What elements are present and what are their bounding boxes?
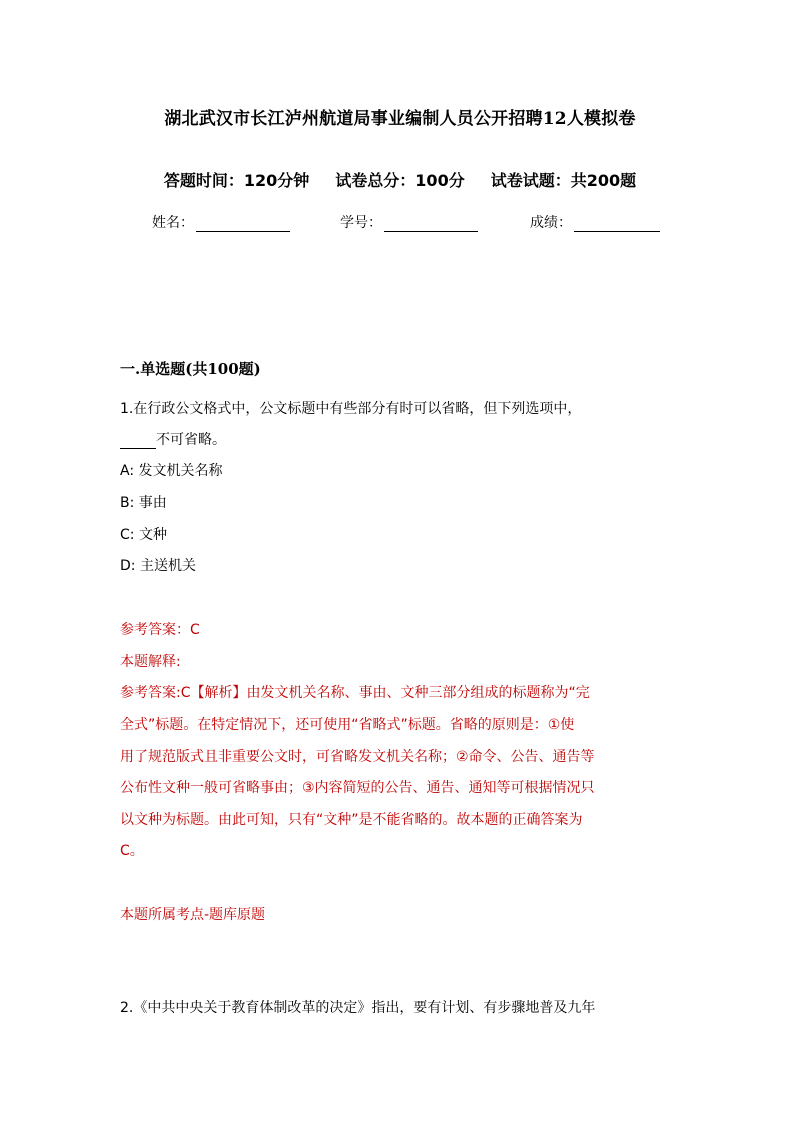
analysis-label: 本题解释: bbox=[120, 654, 181, 670]
section-heading: 一.单选题(共100题) bbox=[120, 360, 261, 378]
grade-label: 成绩： bbox=[530, 215, 572, 231]
grade-blank bbox=[574, 217, 660, 232]
answer-text: 参考答案：C bbox=[120, 622, 200, 638]
question-1-suffix: 不可省略。 bbox=[156, 432, 226, 448]
student-id-field bbox=[340, 212, 478, 232]
exam-title: 湖北武汉市长江泸州航道局事业编制人员公开招聘12人模拟卷 bbox=[164, 109, 636, 129]
analysis-line-3: 用了规范版式且非重要公文时，可省略发文机关名称；②命令、公告、通告等 bbox=[120, 749, 595, 765]
question-1-text-line2 bbox=[120, 429, 226, 449]
analysis-line-1: 参考答案:C【解析】由发文机关名称、事由、文种三部分组成的标题称为“完 bbox=[120, 685, 590, 701]
question-1-blank bbox=[120, 434, 156, 449]
exam-time: 答题时间：120分钟 bbox=[163, 171, 310, 190]
analysis-line-6: C。 bbox=[120, 843, 144, 859]
topic-text: 本题所属考点-题库原题 bbox=[120, 907, 266, 923]
exam-total-score: 试卷总分：100分 bbox=[335, 171, 465, 190]
exam-question-count: 试卷试题：共200题 bbox=[490, 171, 637, 190]
analysis-line-2: 全式”标题。在特定情况下，还可使用“省略式”标题。省略的原则是：①使 bbox=[120, 717, 575, 733]
question-1-text: 1.在行政公文格式中，公文标题中有些部分有时可以省略，但下列选项中， bbox=[120, 401, 582, 417]
option-c: C: 文种 bbox=[120, 527, 167, 543]
exam-meta bbox=[0, 168, 800, 191]
name-blank bbox=[196, 217, 290, 232]
name-label: 姓名： bbox=[152, 215, 194, 231]
option-a: A: 发文机关名称 bbox=[120, 463, 223, 479]
analysis-line-4: 公布性文种一般可省略事由；③内容简短的公告、通告、通知等可根据情况只 bbox=[120, 780, 595, 796]
question-2-text: 2.《中共中央关于教育体制改革的决定》指出，要有计划、有步骤地普及九年 bbox=[120, 1000, 596, 1016]
student-id-blank bbox=[384, 217, 478, 232]
option-b: B: 事由 bbox=[120, 495, 167, 511]
name-field bbox=[152, 212, 290, 232]
analysis-line-5: 以文种为标题。由此可知，只有“文种”是不能省略的。故本题的正确答案为 bbox=[120, 812, 583, 828]
student-id-label: 学号： bbox=[340, 215, 382, 231]
option-d: D: 主送机关 bbox=[120, 558, 196, 574]
grade-field bbox=[530, 212, 660, 232]
